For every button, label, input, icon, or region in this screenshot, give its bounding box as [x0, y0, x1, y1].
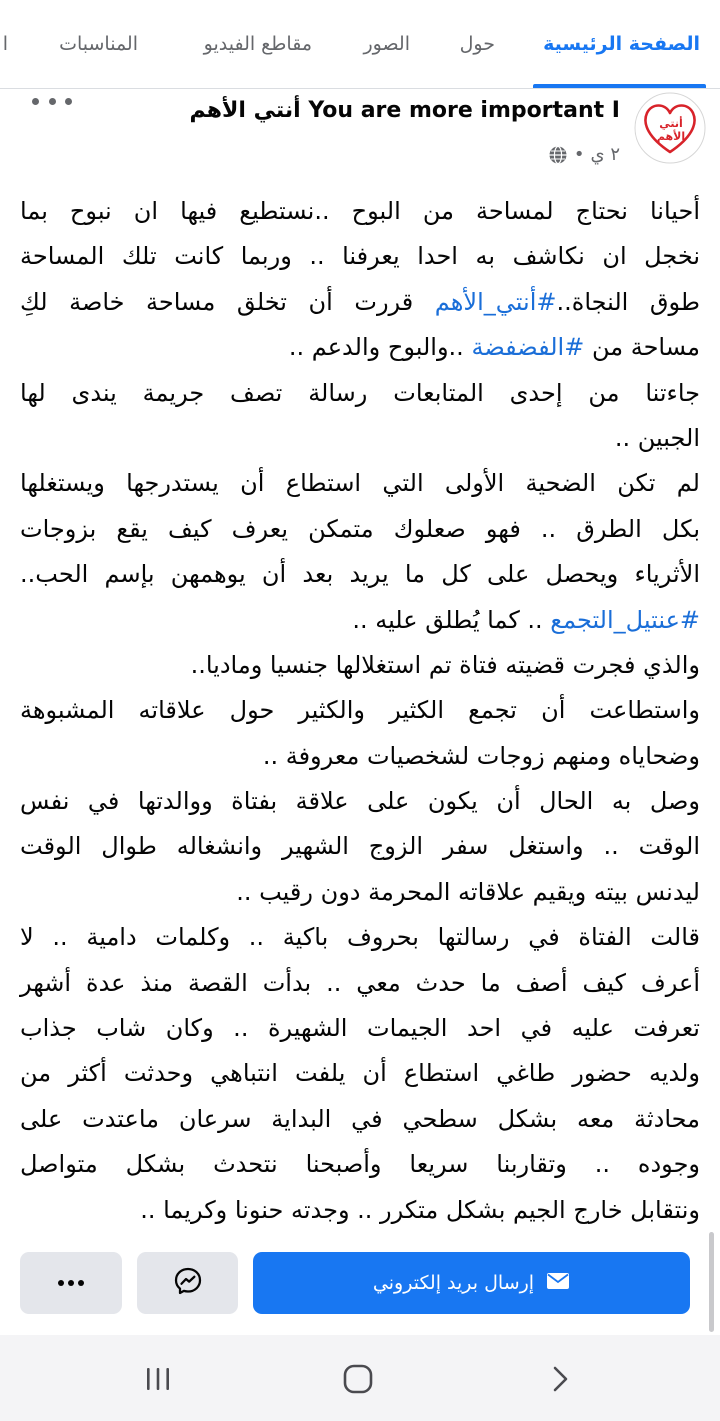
- recents-icon[interactable]: [138, 1363, 178, 1395]
- back-icon[interactable]: [540, 1363, 580, 1395]
- text-segment: أحيانا نحتاج لمساحة من البوح ..نستطيع فيها ان نبوح بما: [20, 197, 700, 225]
- tab-about[interactable]: [460, 0, 495, 88]
- post-line-text: [20, 1051, 700, 1096]
- text-segment: طوق النجاة..: [556, 287, 701, 316]
- post-time[interactable]: ٢ ي: [590, 144, 620, 165]
- post-line: [20, 371, 700, 416]
- text-segment: نخجل ان نكاشف به احدا يعرفنا .. وربما كانت تلك المساحة: [20, 242, 700, 271]
- text-segment: واستطاعت أن تجمع الكثير والكثير حول علاقاته المشبوهة: [20, 696, 700, 725]
- post-line: [20, 1051, 700, 1096]
- tab-label: المناسبات: [59, 33, 138, 55]
- post-line: [20, 870, 700, 915]
- post-line: [20, 280, 700, 325]
- tab-videos[interactable]: [204, 0, 312, 88]
- text-segment: قررت أن تخلق مساحة خاصة لكِ: [20, 287, 435, 316]
- post-line: [20, 643, 700, 688]
- hashtag-link[interactable]: #عنتيل_التجمع: [550, 605, 700, 634]
- more-dots-icon[interactable]: [32, 92, 72, 110]
- post-line-text: [140, 1188, 700, 1233]
- home-icon[interactable]: [338, 1363, 378, 1395]
- send-email-button[interactable]: [253, 1252, 690, 1314]
- tab-home[interactable]: [543, 0, 700, 88]
- post-line-text: [20, 1142, 700, 1187]
- text-segment: الجبين ..: [614, 423, 700, 452]
- tab-label: ا: [2, 33, 8, 55]
- post-line: [20, 189, 700, 234]
- dot: [68, 1280, 74, 1286]
- text-segment: مساحة من: [584, 333, 700, 362]
- text-segment: .. كما يُطلق عليه ..: [352, 605, 551, 634]
- globe-icon: [548, 145, 568, 165]
- hashtag-link[interactable]: #أنتي_الأهم: [434, 287, 557, 316]
- text-segment: محادثة معه بشكل سطحي في البداية سرعان ماعتدت على: [20, 1104, 700, 1133]
- hashtag-link[interactable]: #الفضفضة: [471, 333, 585, 362]
- tab-label: الصفحة الرئيسية: [543, 33, 700, 55]
- post-line: [20, 1188, 700, 1233]
- post-line: [20, 915, 700, 960]
- send-email-label: إرسال بريد إلكتروني: [372, 1272, 535, 1294]
- text-segment: ..والبوح والدعم ..: [288, 333, 472, 362]
- post-line-text: [20, 1006, 700, 1051]
- tab-label: حول: [459, 33, 495, 55]
- text-segment: وضحاياه ومنهم زوجات لشخصيات معروفة ..: [262, 741, 700, 770]
- text-segment: لم تكن الضحية الأولى التي استطاع أن يستدرجها ويستغلها: [20, 469, 700, 498]
- text-segment: تعرفت عليه في احد الجيمات الشهيرة .. وكان شاب جذاب: [20, 1014, 700, 1043]
- post-line-text: [20, 371, 700, 416]
- text-segment: ولديه حضور طاغي استطاع أن يلفت انتباهي وحدثت أكثر من: [20, 1059, 700, 1088]
- post-line-text: [236, 870, 700, 915]
- messenger-button[interactable]: [137, 1252, 238, 1314]
- post-line-text: [20, 779, 700, 824]
- page-tabs: [0, 0, 720, 89]
- post-line-text: [20, 915, 700, 960]
- post-line: [20, 416, 700, 461]
- text-segment: والذي فجرت قضيته فتاة تم استغلالها جنسيا وماديا..: [190, 650, 700, 679]
- active-tab-indicator: [533, 84, 706, 88]
- post-line-text: [352, 598, 700, 643]
- post-line: [20, 961, 700, 1006]
- envelope-icon: [546, 1272, 570, 1295]
- text-segment: الوقت .. واستغل سفر الزوج الشهير وانشغاله طوال الوقت: [20, 832, 700, 861]
- post-line-text: [20, 1097, 700, 1142]
- post-text: [20, 189, 700, 1233]
- dot: [58, 1280, 64, 1286]
- post-line-text: [20, 824, 700, 869]
- page-avatar[interactable]: [634, 92, 706, 164]
- tab-partial[interactable]: [3, 0, 8, 88]
- scrollbar-thumb[interactable]: [709, 1232, 714, 1332]
- text-segment: ونتقابل خارج الجيم بشكل متكرر .. وجدته حنونا وكريما ..: [140, 1195, 700, 1224]
- more-actions-button[interactable]: [20, 1252, 122, 1314]
- meta-separator: •: [573, 144, 585, 165]
- text-segment: الأثرياء ويحصل على كل ما يريد بعد أن يوهمهن بإسم الحب..: [20, 560, 700, 589]
- avatar-logo-line2: الأهم: [656, 130, 686, 143]
- post-line: [20, 1006, 700, 1051]
- more-dots-icon: [58, 1280, 84, 1286]
- text-segment: وصل به الحال أن يكون على علاقة بفتاة ووالدتها في نفس: [20, 787, 700, 816]
- dot: [32, 98, 39, 105]
- post-line: [20, 734, 700, 779]
- post-line: [20, 598, 700, 643]
- text-segment: قالت الفتاة في رسالتها بحروف باكية .. وكلمات دامية .. لا: [20, 923, 700, 952]
- post-line: [20, 234, 700, 279]
- post-line: [20, 325, 700, 370]
- text-segment: وجوده .. وتقاربنا سريعا وأصبحنا نتحدث بشكل متواصل: [20, 1150, 700, 1179]
- tab-events[interactable]: [59, 0, 138, 88]
- post-line-text: [20, 461, 700, 506]
- post-line-text: [20, 688, 700, 733]
- post-line: [20, 461, 700, 506]
- text-segment: ليدنس بيته ويقيم علاقاته المحرمة دون رقيب ..: [236, 877, 700, 906]
- post-line-text: [20, 552, 700, 597]
- text-segment: جاءتنا من إحدى المتابعات رسالة تصف جريمة يندى لها: [20, 378, 700, 407]
- text-segment: أعرف كيف أصف ما حدث معي .. بدأت القصة منذ عدة أشهر: [20, 968, 700, 997]
- avatar-logo-line1: أنتي: [659, 117, 683, 130]
- dot: [49, 98, 56, 105]
- post-line: [20, 688, 700, 733]
- post-line: [20, 507, 700, 552]
- dot: [65, 98, 72, 105]
- system-navigation-bar: [0, 1335, 720, 1421]
- messenger-icon: [173, 1266, 203, 1300]
- post-line: [20, 1097, 700, 1142]
- post-line-text: [20, 189, 700, 234]
- post-line-text: [20, 961, 700, 1006]
- post-line-text: [191, 643, 700, 688]
- post-meta: [548, 142, 620, 168]
- tab-label: مقاطع الفيديو: [203, 33, 312, 55]
- post-line: [20, 779, 700, 824]
- tab-label: الصور: [363, 33, 410, 55]
- page-name-link[interactable]: You are more important I أنتي الأهم: [189, 98, 620, 123]
- tab-photos[interactable]: [363, 0, 410, 88]
- post-line: [20, 824, 700, 869]
- post-line-text: [20, 507, 700, 552]
- avatar-logo: [634, 92, 706, 164]
- text-segment: بكل الطرق .. فهو صعلوك متمكن يعرف كيف يقع بزوجات: [20, 514, 700, 543]
- post-line-text: [20, 280, 700, 325]
- post-line-text: [615, 416, 700, 461]
- post-line-text: [263, 734, 700, 779]
- post-line: [20, 1142, 700, 1187]
- dot: [78, 1280, 84, 1286]
- post-line-text: [20, 234, 700, 279]
- post-line-text: [289, 325, 700, 370]
- post-line: [20, 552, 700, 597]
